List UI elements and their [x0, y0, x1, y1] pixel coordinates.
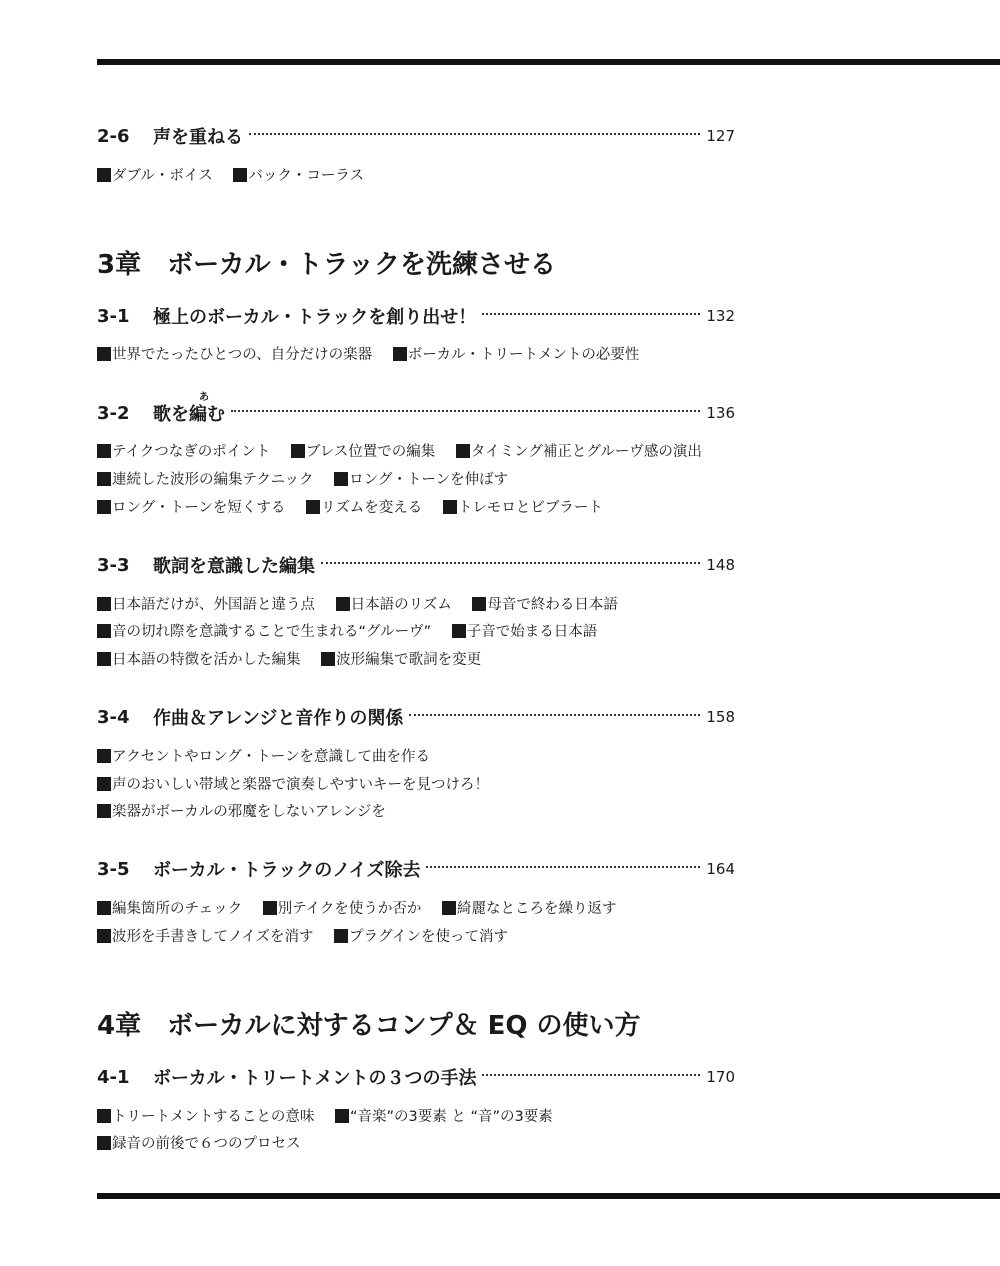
page-number: 164	[706, 860, 735, 878]
list-item: バック・コーラス	[233, 168, 364, 184]
square-bullet-icon	[334, 472, 348, 486]
list-item: 世界でたったひとつの、自分だけの楽器	[97, 347, 372, 363]
section-number: 3-2	[97, 402, 130, 424]
square-bullet-icon	[97, 1136, 111, 1150]
page-number: 148	[706, 556, 735, 574]
square-bullet-icon	[452, 624, 466, 638]
list-item: テイクつなぎのポイント	[97, 444, 270, 460]
square-bullet-icon	[233, 168, 247, 182]
list-item: リズムを変える	[306, 500, 422, 516]
dot-leader	[409, 714, 700, 716]
list-item: 母音で終わる日本語	[472, 597, 618, 613]
list-item: 波形編集で歌詞を変更	[321, 652, 481, 668]
square-bullet-icon	[306, 500, 320, 514]
section-2-6-heading[interactable]	[97, 120, 735, 152]
section-title: 作曲＆アレンジと音作りの関係	[153, 708, 404, 729]
square-bullet-icon	[97, 500, 111, 514]
list-item: ロング・トーンを短くする	[97, 500, 285, 516]
section-3-3-heading[interactable]	[97, 549, 735, 581]
square-bullet-icon	[442, 901, 456, 915]
square-bullet-icon	[334, 929, 348, 943]
section-3-1-heading[interactable]	[97, 300, 735, 332]
square-bullet-icon	[97, 168, 111, 182]
section-4-1-heading[interactable]	[97, 1061, 735, 1093]
list-item: 綺麗なところを繰り返す	[442, 901, 617, 917]
subtopic-line	[97, 774, 489, 796]
square-bullet-icon	[456, 444, 470, 458]
square-bullet-icon	[97, 347, 111, 361]
subtopic-line	[97, 621, 597, 643]
list-item: ロング・トーンを伸ばす	[334, 472, 508, 488]
square-bullet-icon	[97, 777, 111, 791]
page-number: 127	[706, 127, 735, 145]
list-item: 子音で始まる日本語	[452, 624, 598, 640]
list-item: トレモロとビブラート	[443, 500, 603, 516]
subtopic-line	[97, 746, 430, 768]
square-bullet-icon	[97, 929, 111, 943]
chapter-4-title: 4章 ボーカルに対するコンプ＆ EQ の使い方	[97, 1011, 641, 1041]
section-title: 歌詞を意識した編集	[153, 556, 315, 577]
section-title: ボーカル・トラックのノイズ除去	[153, 860, 421, 881]
list-item: ブレス位置での編集	[291, 444, 435, 460]
list-item: ボーカル・トリートメントの必要性	[393, 347, 640, 363]
subtopic-line	[97, 469, 508, 491]
subtopic-line	[97, 441, 702, 463]
list-item: 日本語の特徴を活かした編集	[97, 652, 301, 668]
square-bullet-icon	[443, 500, 457, 514]
list-item: 声のおいしい帯域と楽器で演奏しやすいキーを見つけろ！	[97, 777, 489, 793]
list-item: タイミング補正とグルーヴ感の演出	[456, 444, 702, 460]
subtopic-line	[97, 649, 481, 671]
list-item: 別テイクを使うか否か	[263, 901, 422, 917]
list-item: プラグインを使って消す	[334, 929, 508, 945]
list-item: トリートメントすることの意味	[97, 1109, 314, 1125]
subtopic-line	[97, 497, 603, 519]
list-item: 日本語のリズム	[336, 597, 452, 613]
list-item: 日本語だけが、外国語と違う点	[97, 597, 315, 613]
section-title: 極上のボーカル・トラックを創り出せ！	[153, 307, 477, 328]
subtopic-line	[97, 1106, 553, 1128]
bottom-rule	[97, 1193, 1000, 1199]
dot-leader	[426, 866, 700, 868]
square-bullet-icon	[336, 597, 350, 611]
section-3-2-heading[interactable]	[97, 392, 735, 429]
square-bullet-icon	[97, 749, 111, 763]
list-item: 波形を手書きしてノイズを消す	[97, 929, 314, 945]
square-bullet-icon	[97, 597, 111, 611]
chapter-3-title: 3章 ボーカル・トラックを洗練させる	[97, 250, 557, 280]
square-bullet-icon	[97, 1109, 111, 1123]
square-bullet-icon	[97, 624, 111, 638]
square-bullet-icon	[97, 901, 111, 915]
list-item: “音楽”の3要素 と “音”の3要素	[335, 1109, 553, 1125]
dot-leader	[321, 562, 700, 564]
page-number: 132	[706, 307, 735, 325]
square-bullet-icon	[393, 347, 407, 361]
subtopic-line	[97, 344, 639, 366]
subtopic-line	[97, 926, 508, 948]
square-bullet-icon	[97, 472, 111, 486]
list-item: ダブル・ボイス	[97, 168, 213, 184]
section-3-4-heading[interactable]	[97, 701, 735, 733]
section-number: 2-6	[97, 125, 130, 147]
section-number: 3-4	[97, 706, 130, 728]
page-number: 170	[706, 1068, 735, 1086]
section-title: 声を重ねる	[153, 127, 243, 148]
square-bullet-icon	[472, 597, 486, 611]
section-number: 4-1	[97, 1066, 130, 1088]
list-item: 連続した波形の編集テクニック	[97, 472, 314, 488]
subtopic-line	[97, 898, 617, 920]
section-number: 3-3	[97, 554, 130, 576]
square-bullet-icon	[97, 444, 111, 458]
subtopic-line	[97, 801, 386, 823]
section-title: ボーカル・トリートメントの３つの手法	[153, 1068, 477, 1089]
section-3-5-heading[interactable]	[97, 853, 735, 885]
page-number: 158	[706, 708, 735, 726]
square-bullet-icon	[263, 901, 277, 915]
list-item: 編集箇所のチェック	[97, 901, 242, 917]
square-bullet-icon	[97, 804, 111, 818]
top-rule	[97, 59, 1000, 65]
subtopic-line	[97, 1133, 301, 1155]
dot-leader	[482, 313, 700, 315]
section-number: 3-5	[97, 858, 130, 880]
subtopic-line	[97, 594, 618, 616]
list-item: アクセントやロング・トーンを意識して曲を作る	[97, 749, 430, 765]
square-bullet-icon	[291, 444, 305, 458]
list-item: 楽器がボーカルの邪魔をしないアレンジを	[97, 804, 386, 820]
ruby-reading: あ	[199, 392, 209, 403]
dot-leader	[482, 1074, 700, 1076]
square-bullet-icon	[321, 652, 335, 666]
list-item: 音の切れ際を意識することで生まれる“グルーヴ”	[97, 624, 431, 640]
subtopic-line	[97, 165, 364, 187]
dot-leader	[231, 410, 700, 412]
square-bullet-icon	[97, 652, 111, 666]
list-item: 録音の前後で６つのプロセス	[97, 1136, 301, 1152]
section-title: あ 歌を編む	[153, 400, 225, 426]
page-number: 136	[706, 404, 735, 422]
dot-leader	[249, 133, 700, 135]
square-bullet-icon	[335, 1109, 349, 1123]
section-number: 3-1	[97, 305, 130, 327]
